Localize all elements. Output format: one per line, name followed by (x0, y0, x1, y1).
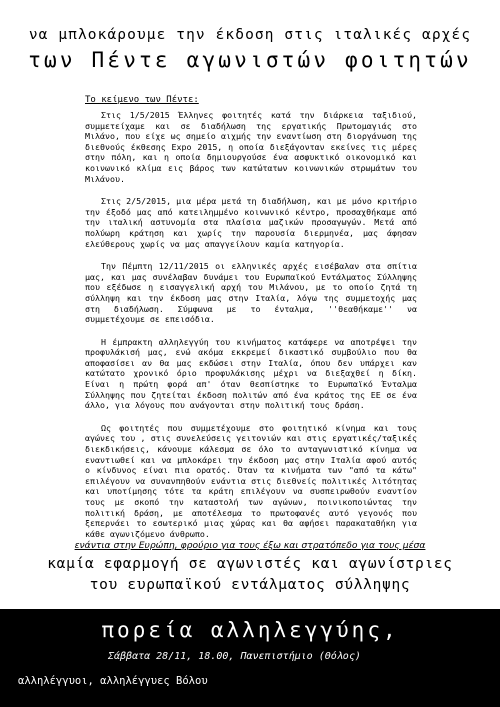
signature: αλληλέγγυοι, αλληλέγγυες Βόλου (18, 675, 208, 687)
paragraph-3: Την Πέμπτη 12/11/2015 οι ελληνικές αρχές εισέβαλαν στα σπίτια μας, και μας συνέλαβαν δυνάμει του Ευρωπαϊκού Εντάλματος Σύλληψης που εξέδωσε η εισαγγελική αρχή του Μιλάνου, με το οποίο ζητά τη σύλληψη και την έκδοση μας στην Ιταλία, λόγω της συμμετοχής μας στη διαδήλωση. Σύμφωνα με το ένταλμα, ''θεαθήκαμε'' να συμμετέχουμε σε επεισόδια. (85, 261, 417, 325)
event-details: Σάββατα 28/11, 18.00, Πανεπιστήμιο (Θόλος) (108, 651, 361, 662)
headline-top: να μπλοκάρουμε την έκδοση στις ιταλικές αρχές (28, 27, 472, 43)
slogan: ενάντια στην Ευρώπη, φρούριο για τους έξω και στρατόπεδο για τους μέσα (74, 540, 426, 551)
event-band (0, 609, 500, 707)
statement-body (85, 110, 417, 551)
call-line-2: του ευρωπαϊκού εντάλματος σύλληψης (89, 577, 411, 593)
paragraph-2: Στις 2/5/2015, μια μέρα μετά τη διαδήλωση, και με μόνο κριτήριο την έξοδό μας από κατειλημμένο κοινωνικό κέντρο, προσαχθήκαμε από την ιταλική αστυνομία στα πλαίσια μαζικών προσαγωγών. Μετά από πολύωρη κράτηση και χωρίς την παρουσία διερμηνέα, μας άφησαν ελεύθερους χωρίς να μας απαγγείλουν καμία κατηγορία. (85, 196, 417, 249)
event-title: πορεία αλληλεγγύης, (101, 618, 399, 642)
call-line-1: καμία εφαρμογή σε αγωνιστές και αγωνίστριες (47, 556, 453, 572)
paragraph-5: Ως φοιτητές που συμμετέχουμε στο φοιτητικό κίνημα και τους αγώνες του , στις συνελεύσεις γειτονιών και στις εργατικές/ταξικές διεκδικήσεις, κάνουμε κάλεσμα σε όλο το ανταγωνιστικό κίνημα να εναντιωθεί και να μπλοκάρει την έκδοση μας στην Ιταλία αφού αυτός ο κίνδυνος είναι πια ορατός. Όταν τα κινήματα των "από τα κάτω" επιλέγουν να συνανπηθούν ενάντια στις διεθνείς πολιτικές λιτότητας και υποτίμησης τότε τα κράτη επιλέγουν να συσπειρωθούν εναντίον τους με σκοπό την καταστολή των αγώνων, ποινικοποιώντας την πολιτική δράση, με αποτέλεσμα το πρωτοφανές αυτό γεγονός που ξεπερνάει το εσωτερικό μιας χώρας και θα αφήσει παρακαταθήκη για κάθε αγωνιζόμενο άνθρωπο. (85, 422, 417, 539)
headline-main: των Πέντε αγωνιστών φοιτητών (28, 48, 472, 72)
paragraph-4: Η έμπρακτη αλληλεγγύη του κινήματος κατάφερε να αποτρέψει την προφυλάκισή μας, ενώ ακόμα εκκρεμεί δικαστικό συμβούλιο που θα αποφασίσει αν θα μας εκδώσει στην Ιταλία, όπου δεν υπάρχει καν κατώτατο χρονικό όριο προφυλάκισης μέχρι να διεξαχθεί η δίκη. Είναι η πρώτη φορά απ' όταν θεσπίστηκε το Ευρωπαϊκό Ένταλμα Σύλληψης που ζητείται έκδοση πολιτών από ένα κράτος της ΕΕ σε ένα άλλο, για λόγους που ανάγονται στην πολιτική τους δράση. (85, 336, 417, 411)
text-heading: Το κείμενο των Πέντε: (85, 95, 199, 105)
paragraph-1: Στις 1/5/2015 Έλληνες φοιτητές κατά την διάρκεια ταξιδιού, συμμετείχαμε και σε διαδήλωση της εργατικής Πρωτομαγιάς στο Μιλάνο, που είχε ως σημείο αιχμής την εναντίωση στη διοργάνωση της διεθνούς έκθεσης Expo 2015, η οποία διεξάγονταν εκείνες τις μέρες στην πόλη, και η οποία δημιουργούσε ένα ασφυκτικό οικονομικό και κοινωνικό κλίμα εις βάρος των κατώτατων κοινωνικών στρωμάτων του Μιλάνου. (85, 110, 417, 184)
